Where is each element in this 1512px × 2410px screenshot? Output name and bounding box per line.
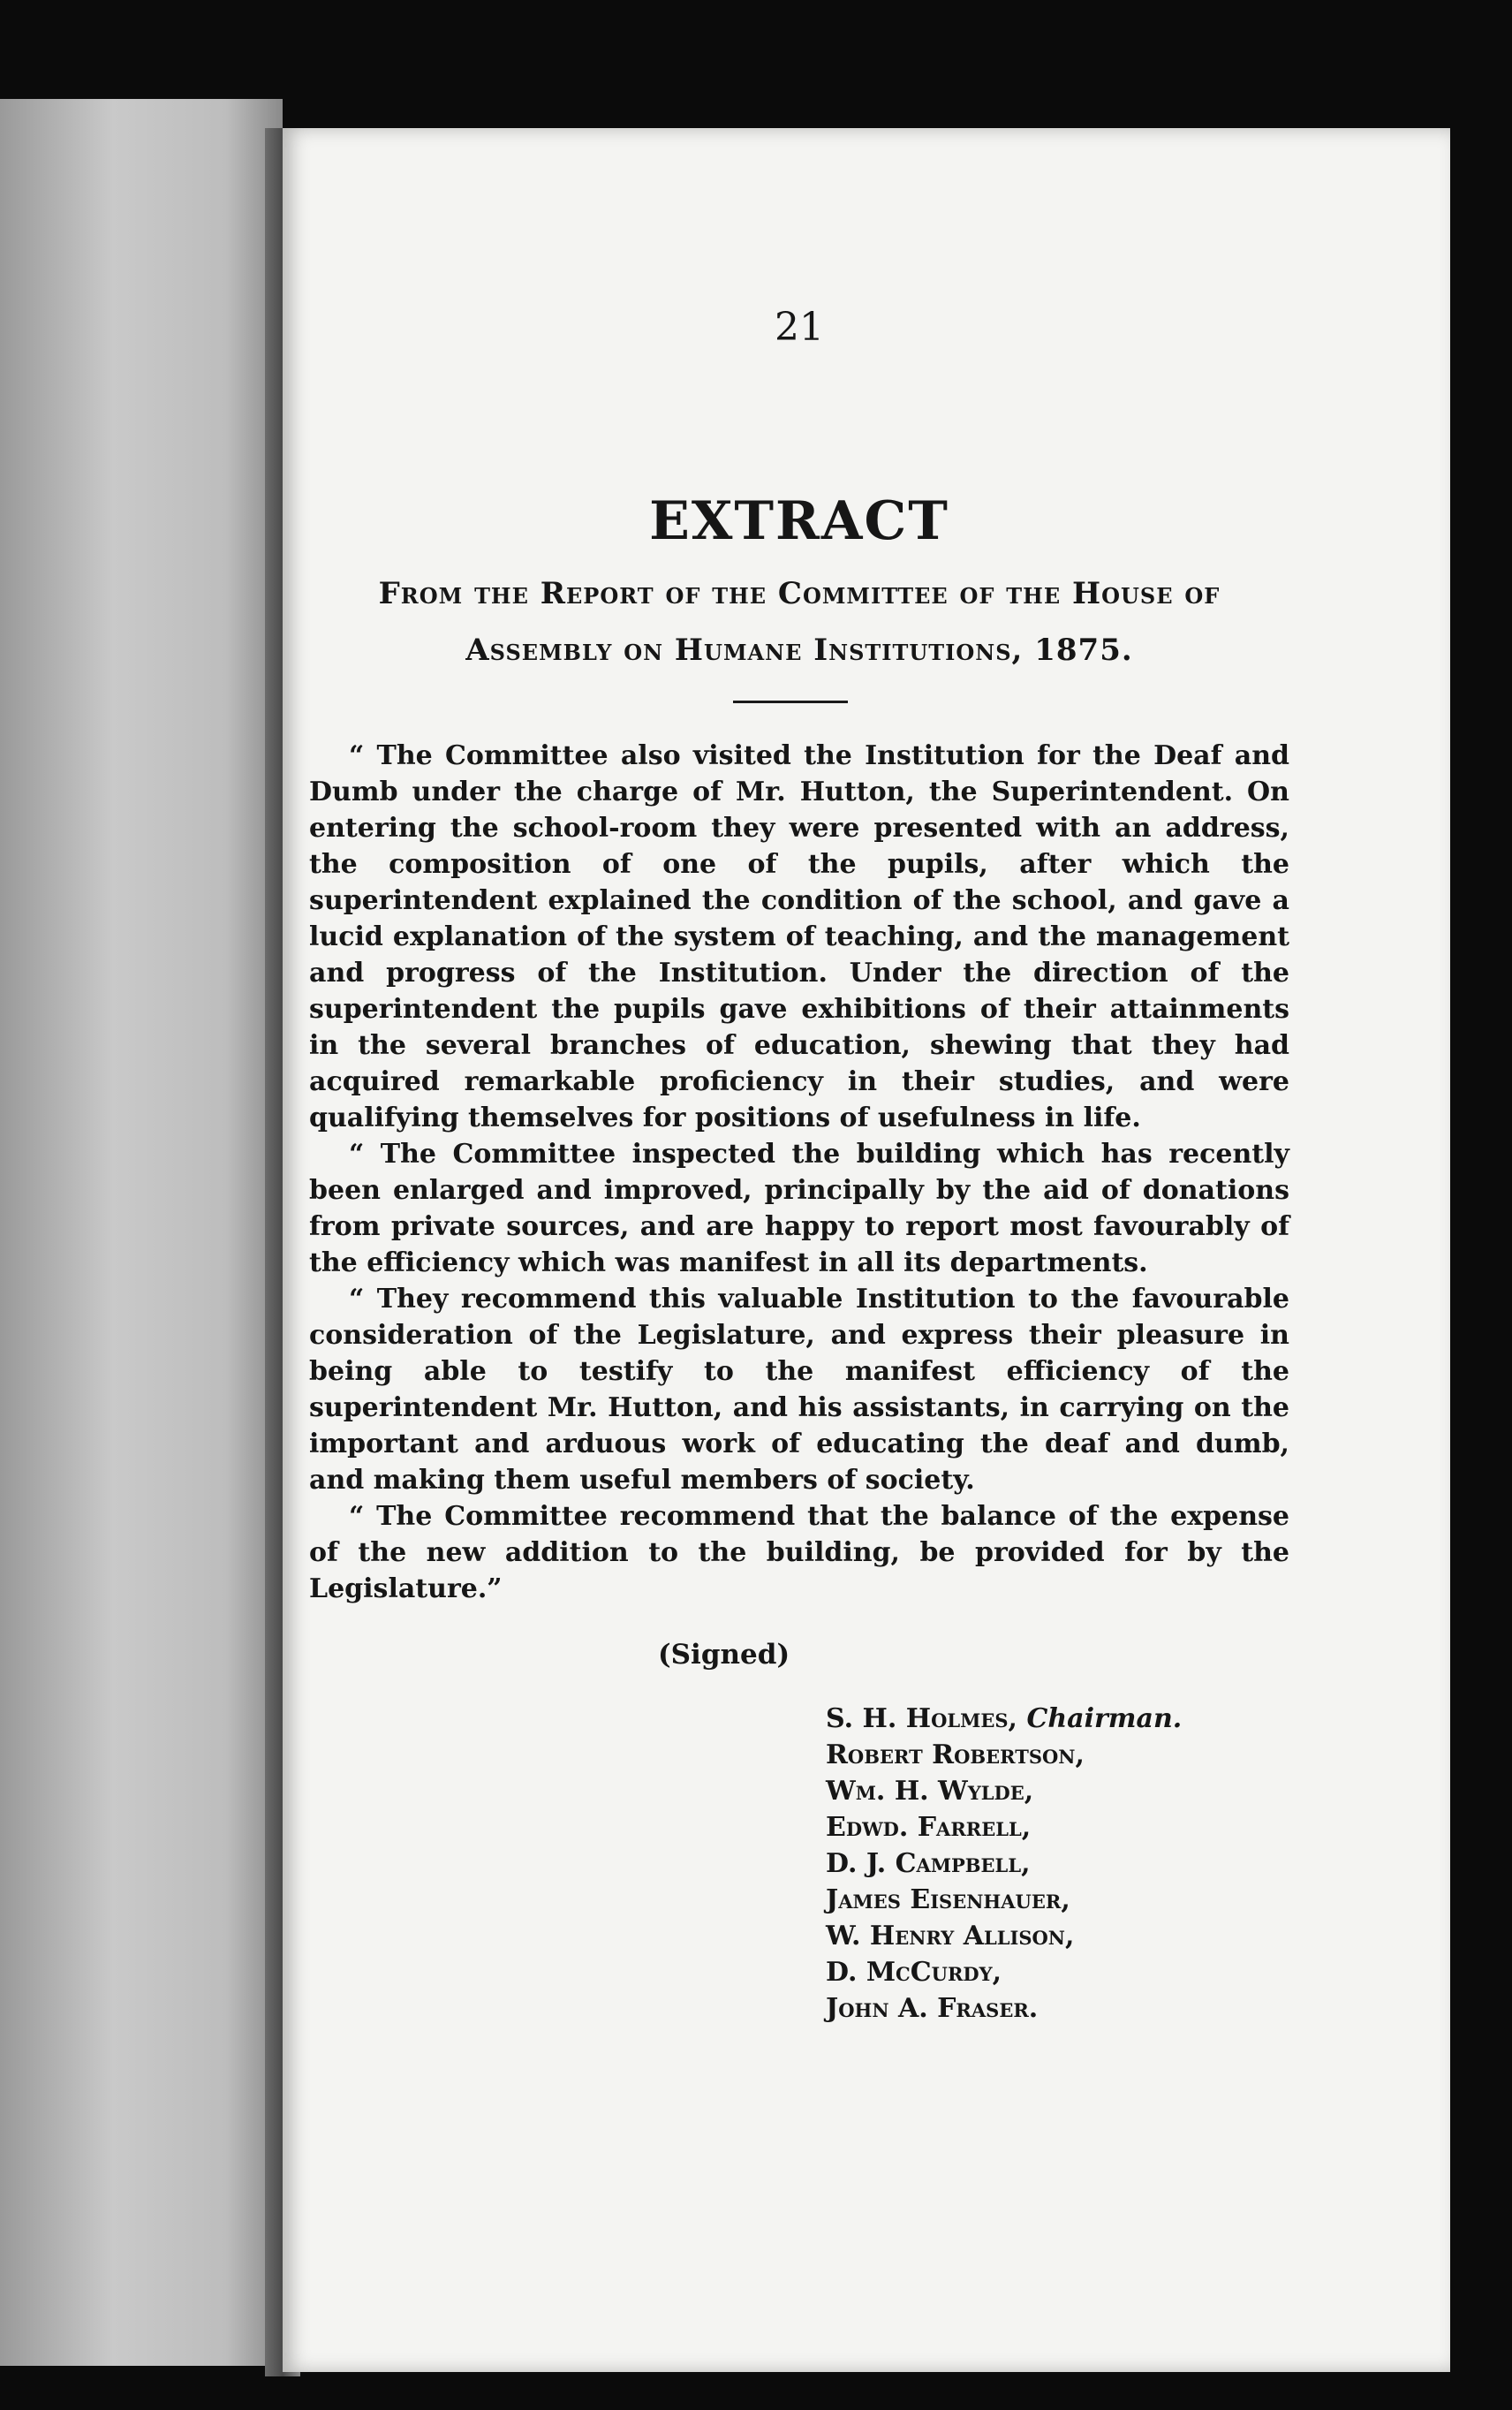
signatory: James Eisenhauer, — [826, 1884, 1070, 1915]
paragraph: “ The Committee inspected the building which has recently been enlarged and improved, principally by the aid of donations from private sources, and are happy to report most favourably of the efficiency which was manifest in all its departments. — [309, 1139, 1289, 1278]
signatory: Robert Robertson, — [826, 1739, 1085, 1770]
document-subtitle — [309, 565, 1289, 678]
document-page — [283, 128, 1450, 2372]
paragraph: “ The Committee recommend that the balance of the expense of the new addition to the building, be provided for by the Legislature.” — [309, 1501, 1289, 1604]
document-title: EXTRACT — [649, 490, 949, 552]
chairman-name: S. H. Holmes, — [826, 1703, 1017, 1734]
paragraph: “ The Committee also visited the Institution for the Deaf and Dumb under the charge of Mr. Hutton, the Superintendent. On entering the school-room they were presented with an address, the composition of one of the pupils, after which the superintendent explained the condition of the school, and gave a lucid explanation of the system of teaching, and the management and progress of the Institution. Under the direction of the superintendent the pupils gave exhibitions of their attainments in the several branches of education, shewing that they had acquired remarkable proficiency in their studies, and were qualifying themselves for positions of usefulness in life. — [309, 740, 1289, 1133]
signatory-list — [826, 1701, 1182, 2027]
extract-body — [309, 738, 1289, 1607]
signatory: D. J. Campbell, — [826, 1848, 1031, 1879]
signatory-chairman — [826, 1701, 1182, 1737]
signatory: D. McCurdy, — [826, 1957, 1002, 1988]
page-number: 21 — [775, 305, 824, 350]
signatory: W. Henry Allison, — [826, 1921, 1075, 1951]
subtitle-line-2: Assembly on Humane Institutions, 1875. — [465, 633, 1133, 668]
signatory: Wm. H. Wylde, — [826, 1776, 1034, 1807]
subtitle-line-1: From the Report of the Committee of the House of — [378, 576, 1221, 611]
signed-label: (Signed) — [658, 1639, 790, 1671]
title-divider — [733, 701, 848, 703]
facing-page — [0, 99, 283, 2366]
signatory: John A. Fraser. — [826, 1993, 1039, 2024]
signatory: Edwd. Farrell, — [826, 1812, 1032, 1843]
paragraph: “ They recommend this valuable Institution to the favourable consideration of the Legislature, and express their pleasure in being able to testify to the manifest efficiency of the superintendent Mr. Hutton, and his assistants, in carrying on the important and arduous work of educating the deaf and dumb, and making them useful members of society. — [309, 1284, 1289, 1496]
chairman-role: Chairman. — [1026, 1703, 1183, 1734]
